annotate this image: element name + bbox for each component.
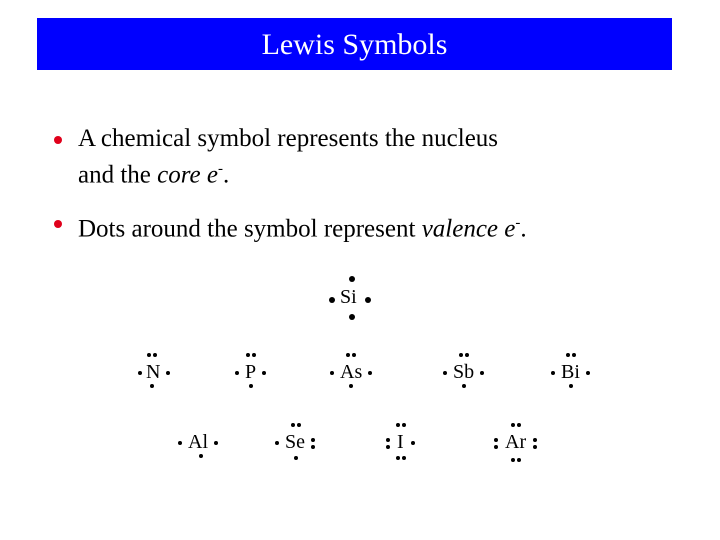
element-symbol: I (397, 431, 404, 453)
electron-dot (262, 371, 266, 375)
electron-dot (214, 441, 218, 445)
element-symbol: Ar (505, 431, 527, 453)
slide-title: Lewis Symbols (37, 18, 672, 70)
electron-dot (138, 371, 142, 375)
electron-dot (572, 353, 576, 357)
electron-dot (153, 353, 157, 357)
electron-dot (346, 353, 350, 357)
element-symbol: As (340, 361, 363, 383)
electron-dot (517, 423, 521, 427)
electron-dot (297, 423, 301, 427)
electron-dot (566, 353, 570, 357)
lewis-symbol-si (338, 287, 359, 307)
electron-dot (311, 445, 315, 449)
electron-dot (494, 438, 498, 442)
electron-dot (150, 384, 154, 388)
bullet-superscript: - (217, 161, 223, 177)
electron-dot (386, 438, 390, 442)
electron-dot (349, 384, 353, 388)
lewis-symbol-ar (503, 432, 528, 452)
bullet-list (54, 124, 694, 263)
electron-dot (246, 353, 250, 357)
electron-dot (517, 458, 521, 462)
electron-dot (275, 441, 279, 445)
bullet-item-valence-electrons (54, 208, 694, 244)
electron-dot (465, 353, 469, 357)
electron-dot (352, 353, 356, 357)
lewis-symbol-n (144, 362, 162, 382)
electron-dot (349, 276, 355, 282)
electron-dot (365, 297, 371, 303)
electron-dot (480, 371, 484, 375)
bullet-text: Dots around the symbol represent (78, 215, 422, 243)
lewis-symbol-as (338, 362, 364, 382)
electron-dot (294, 456, 298, 460)
lewis-symbol-p (243, 362, 258, 382)
bullet-dot-icon (54, 220, 62, 228)
electron-dot (569, 384, 573, 388)
electron-dot (551, 371, 555, 375)
electron-dot (396, 456, 400, 460)
electron-dot (249, 384, 253, 388)
electron-dot (443, 371, 447, 375)
electron-dot (166, 371, 170, 375)
element-symbol: N (146, 361, 161, 383)
electron-dot (349, 314, 355, 320)
lewis-symbol-al (186, 432, 210, 452)
electron-dot (586, 371, 590, 375)
electron-dot (329, 297, 335, 303)
electron-dot (330, 371, 334, 375)
electron-dot (368, 371, 372, 375)
element-symbol: Bi (561, 361, 580, 383)
bullet-period: . (222, 161, 230, 189)
electron-dot (147, 353, 151, 357)
electron-dot (462, 384, 466, 388)
element-symbol: Sb (453, 361, 475, 383)
bullet-text-cont: and the (78, 161, 158, 189)
bullet-text: A chemical symbol represents the nucleus (78, 125, 499, 152)
bullet-dot-icon (54, 136, 62, 144)
electron-dot (494, 445, 498, 449)
electron-dot (402, 456, 406, 460)
bullet-item-core-electrons (54, 124, 694, 190)
electron-dot (533, 445, 537, 449)
electron-dot (533, 438, 537, 442)
lewis-symbol-bi (559, 362, 582, 382)
electron-dot (402, 423, 406, 427)
electron-dot (511, 458, 515, 462)
electron-dot (252, 353, 256, 357)
electron-dot (235, 371, 239, 375)
element-symbol: Se (285, 431, 305, 453)
element-symbol: Si (340, 286, 357, 308)
bullet-period: . (520, 215, 527, 243)
electron-dot (311, 438, 315, 442)
electron-dot (386, 445, 390, 449)
electron-dot (291, 423, 295, 427)
lewis-symbol-sb (451, 362, 476, 382)
electron-dot (411, 441, 415, 445)
electron-dot (178, 441, 182, 445)
bullet-emphasis: valence e (421, 215, 516, 243)
bullet-superscript: - (515, 215, 521, 232)
bullet-emphasis: core e (157, 161, 218, 189)
electron-dot (396, 423, 400, 427)
element-symbol: Al (188, 431, 208, 453)
electron-dot (199, 454, 203, 458)
electron-dot (459, 353, 463, 357)
electron-dot (511, 423, 515, 427)
lewis-symbol-i (395, 432, 406, 452)
lewis-symbol-se (283, 432, 307, 452)
element-symbol: P (245, 361, 257, 383)
